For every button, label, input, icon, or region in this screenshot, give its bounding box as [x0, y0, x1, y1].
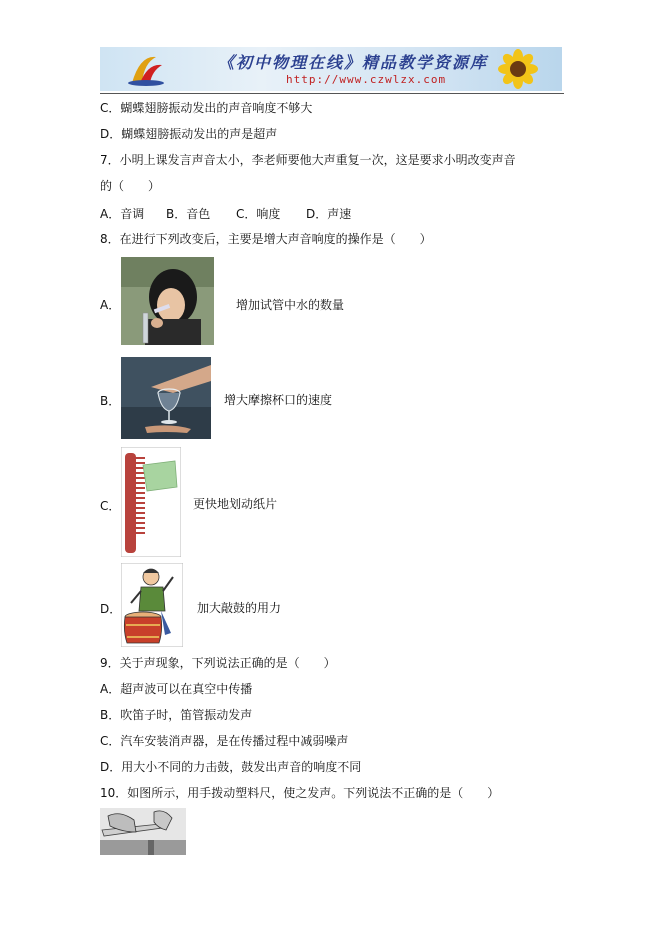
q7-stem-line2: 的（ ） — [100, 179, 161, 193]
q8-stem: 8．在进行下列改变后，主要是增大声音响度的操作是（ ） — [100, 232, 432, 246]
q7-option-b: B．音色 — [166, 207, 211, 221]
hand-plucking-ruler-icon — [100, 808, 186, 855]
q6-option-d: D．蝴蝶翅膀振动发出的声是超声 — [100, 127, 278, 141]
q6-option-c: C．蝴蝶翅膀振动发出的声音响度不够大 — [100, 101, 313, 115]
header-title: 《初中物理在线》精品教学资源库 — [218, 53, 489, 72]
q8-option-b-caption: 增大摩擦杯口的速度 — [224, 393, 333, 407]
q9-stem: 9．关于声现象，下列说法正确的是（ ） — [100, 656, 336, 670]
q7-option-c: C．响度 — [236, 207, 281, 221]
q8-option-a-label: A． — [100, 298, 121, 312]
q8-option-c-caption: 更快地划动纸片 — [193, 497, 278, 511]
q8-option-d-caption: 加大敲鼓的用力 — [197, 601, 282, 615]
q9-option-c: C．汽车安装消声器，是在传播过程中减弱噪声 — [100, 734, 349, 748]
q8-option-a-caption: 增加试管中水的数量 — [236, 298, 345, 312]
comb-and-paper-icon — [121, 447, 181, 557]
q9-option-d: D．用大小不同的力击鼓，鼓发出声音的响度不同 — [100, 760, 362, 774]
header-url: http://www.czwlzx.com — [286, 73, 447, 86]
header-banner — [100, 47, 562, 91]
man-beating-drum-icon — [121, 563, 183, 647]
q8-option-c-label: C． — [100, 499, 121, 513]
sunflower-icon — [488, 49, 548, 89]
girl-blowing-test-tube-icon — [121, 257, 214, 345]
q7-stem-line1: 7．小明上课发言声音太小，李老师要他大声重复一次，这是要求小明改变声音 — [100, 153, 516, 167]
q8-option-b-label: B． — [100, 394, 121, 408]
q9-option-a: A．超声波可以在真空中传播 — [100, 682, 253, 696]
site-logo-icon — [126, 51, 166, 87]
header-rule — [100, 93, 564, 94]
q8-option-d-label: D． — [100, 602, 122, 616]
q10-stem: 10．如图所示，用手拨动塑料尺，使之发声。下列说法不正确的是（ ） — [100, 786, 500, 800]
q7-option-a: A．音调 — [100, 207, 145, 221]
finger-rubbing-glass-rim-icon — [121, 357, 211, 439]
q7-option-d: D．声速 — [306, 207, 352, 221]
q9-option-b: B．吹笛子时，笛管振动发声 — [100, 708, 253, 722]
